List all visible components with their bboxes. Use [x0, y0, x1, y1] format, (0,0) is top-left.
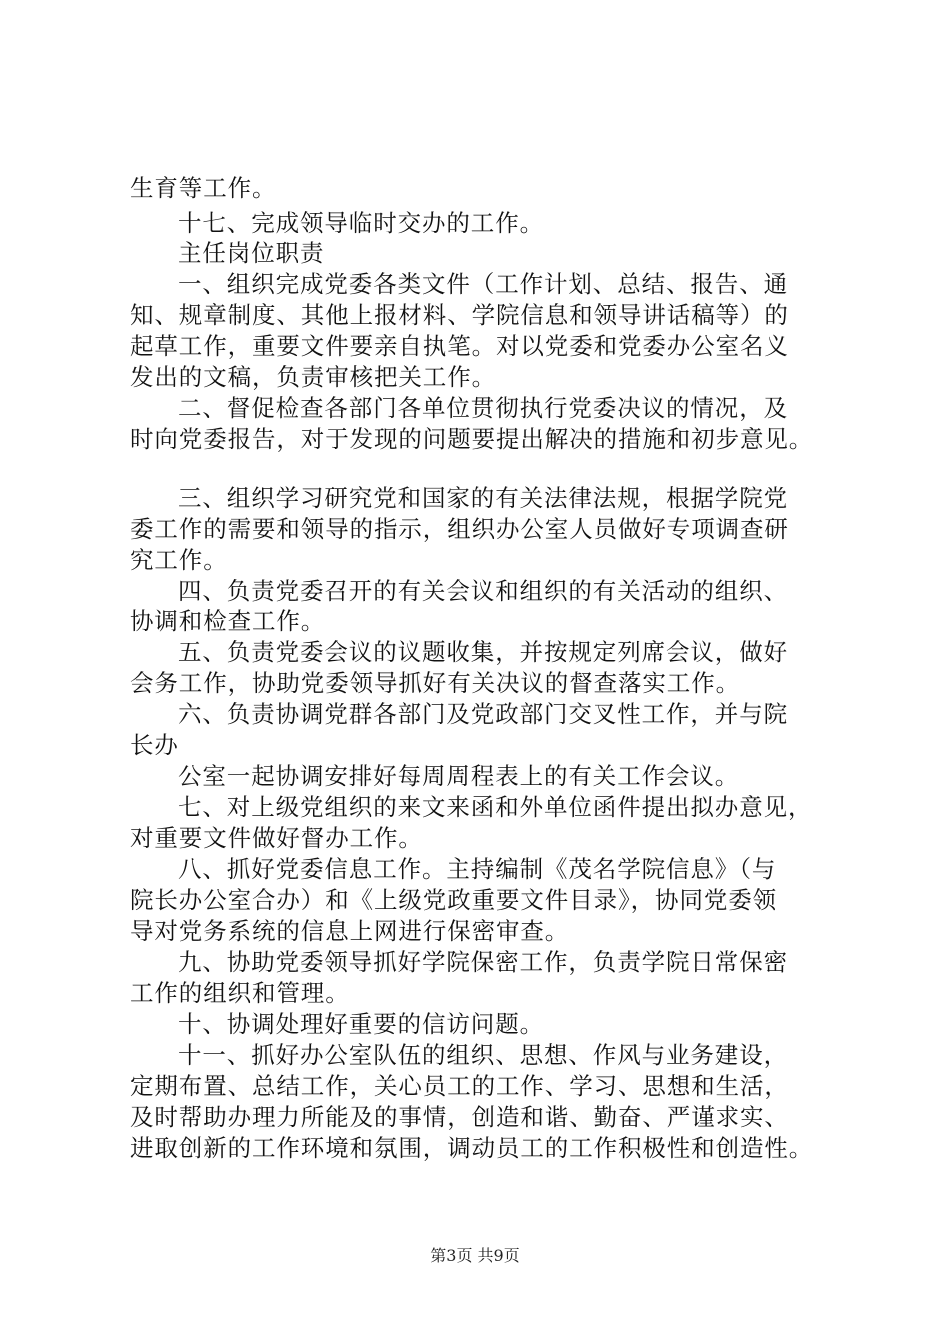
text-line: 二、督促检查各部门各单位贯彻执行党委决议的情况，及 — [178, 394, 788, 422]
text-line: 院长办公室合办）和《上级党政重要文件目录》，协同党委领 — [130, 886, 778, 914]
text-line: 会务工作，协助党委领导抓好有关决议的督查落实工作。 — [130, 669, 740, 697]
text-line: 发出的文稿，负责审核把关工作。 — [130, 363, 496, 391]
text-line: 究工作。 — [130, 546, 228, 574]
page-number-footer: 第3页 共9页 — [430, 1246, 520, 1265]
text-line: 长办 — [130, 731, 179, 759]
section-heading: 主任岗位职责 — [178, 239, 325, 267]
text-line: 五、负责党委会议的议题收集，并按规定列席会议，做好 — [178, 638, 788, 666]
text-line: 知、规章制度、其他上报材料、学院信息和领导讲话稿等）的 — [130, 301, 789, 329]
text-line: 公室一起协调安排好每周周程表上的有关工作会议。 — [178, 762, 740, 790]
text-line: 九、协助党委领导抓好学院保密工作，负责学院日常保密 — [178, 948, 788, 976]
text-line: 八、抓好党委信息工作。主持编制《茂名学院信息》（与 — [178, 855, 777, 883]
text-line: 三、组织学习研究党和国家的有关法律法规，根据学院党 — [178, 484, 788, 512]
text-line: 七、对上级党组织的来文来函和外单位函件提出拟办意见， — [178, 793, 813, 821]
text-line: 一、组织完成党委各类文件（工作计划、总结、报告、通 — [178, 270, 788, 298]
text-line: 十一、抓好办公室队伍的组织、思想、作风与业务建设， — [178, 1041, 788, 1069]
text-line: 协调和检查工作。 — [130, 607, 326, 635]
text-line: 生育等工作。 — [130, 174, 277, 202]
text-line: 及时帮助办理力所能及的事情，创造和谐、勤奋、严谨求实、 — [130, 1103, 789, 1131]
text-line: 委工作的需要和领导的指示，组织办公室人员做好专项调查研 — [130, 515, 789, 543]
text-line: 导对党务系统的信息上网进行保密审查。 — [130, 917, 570, 945]
text-line: 四、负责党委召开的有关会议和组织的有关活动的组织、 — [178, 577, 788, 605]
text-line: 定期布置、总结工作，关心员工的工作、学习、思想和生活， — [130, 1072, 789, 1100]
text-line: 工作的组织和管理。 — [130, 979, 350, 1007]
text-line: 时向党委报告，对于发现的问题要提出解决的措施和初步意见。 — [130, 425, 814, 453]
text-line: 六、负责协调党群各部门及党政部门交叉性工作，并与院 — [178, 700, 788, 728]
text-line: 起草工作，重要文件要亲自执笔。对以党委和党委办公室名义 — [130, 332, 789, 360]
text-line: 对重要文件做好督办工作。 — [130, 824, 423, 852]
text-line: 进取创新的工作环境和氛围，调动员工的工作积极性和创造性。 — [130, 1134, 814, 1162]
text-line: 十、协调处理好重要的信访问题。 — [178, 1010, 544, 1038]
text-line: 十七、完成领导临时交办的工作。 — [178, 209, 544, 237]
